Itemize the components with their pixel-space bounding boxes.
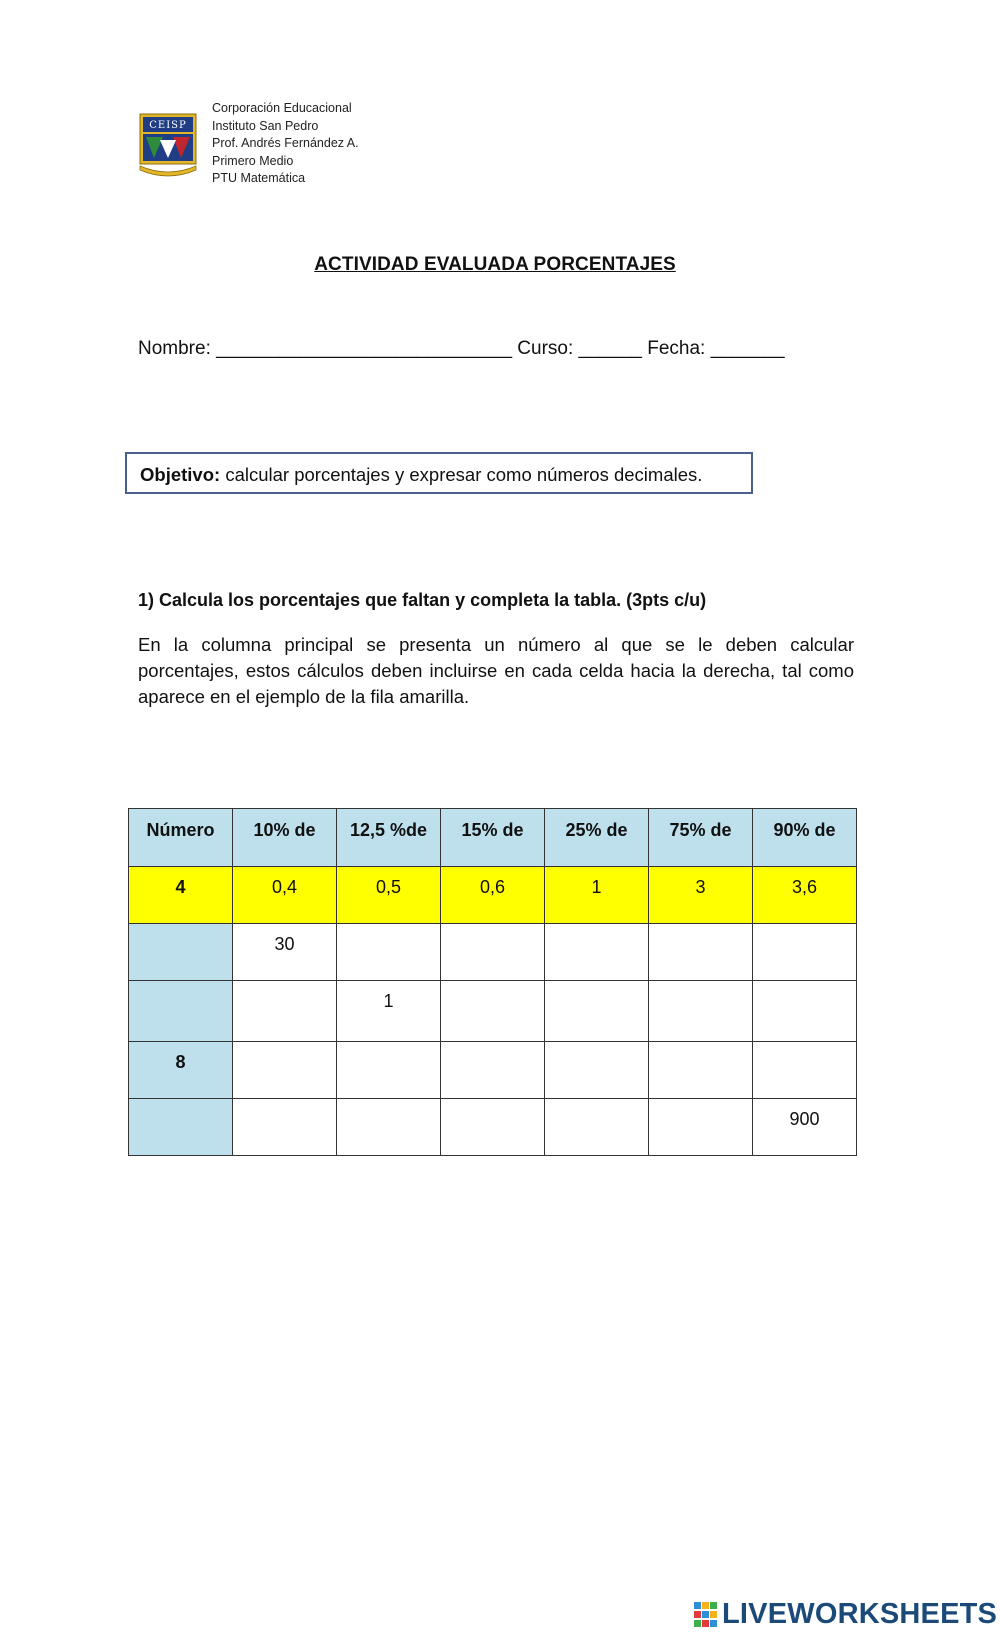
table-cell: 4 bbox=[129, 867, 233, 924]
school-logo bbox=[138, 112, 198, 182]
objective-label: Objetivo: bbox=[140, 464, 221, 485]
table-cell: 0,6 bbox=[441, 867, 545, 924]
percentage-table bbox=[128, 808, 857, 1156]
nombre-blank[interactable]: ____________________________ bbox=[216, 338, 513, 359]
table-cell-input[interactable] bbox=[337, 1099, 441, 1156]
nombre-label: Nombre: bbox=[138, 338, 211, 359]
header-line-teacher: Prof. Andrés Fernández A. bbox=[212, 136, 359, 150]
table-cell-input[interactable] bbox=[129, 981, 233, 1042]
table-cell-input[interactable] bbox=[337, 924, 441, 981]
table-cell-input[interactable] bbox=[441, 1099, 545, 1156]
header-line-grade: Primero Medio bbox=[212, 153, 294, 168]
table-row bbox=[129, 1042, 857, 1099]
brand-name: LIVEWORKSHEETS bbox=[722, 1598, 998, 1630]
table-cell-input[interactable] bbox=[545, 1042, 649, 1099]
table-cell: 1 bbox=[337, 981, 441, 1042]
fecha-label: Fecha: bbox=[647, 338, 706, 359]
table-cell-input[interactable] bbox=[649, 981, 753, 1042]
table-cell-input[interactable] bbox=[753, 981, 857, 1042]
table-cell-input[interactable] bbox=[649, 1099, 753, 1156]
header-12-5pct: 12,5 %de bbox=[337, 809, 441, 867]
table-cell-input[interactable] bbox=[649, 924, 753, 981]
table-cell-input[interactable] bbox=[233, 1042, 337, 1099]
table-cell: 8 bbox=[129, 1042, 233, 1099]
liveworksheets-logo-icon bbox=[694, 1602, 718, 1628]
table-cell: 0,4 bbox=[233, 867, 337, 924]
header-75pct: 75% de bbox=[649, 809, 753, 867]
question-description: En la columna principal se presenta un número al que se le deben calcular porcentajes, estos cálculos deben incluirse en cada celda hacia la derecha, tal como aparece en el ejemplo de la fila amarilla. bbox=[138, 634, 854, 707]
table-cell: 30 bbox=[233, 924, 337, 981]
table-cell-input[interactable] bbox=[337, 1042, 441, 1099]
table-cell-input[interactable] bbox=[129, 1099, 233, 1156]
student-info-fields bbox=[138, 338, 785, 360]
table-cell: 0,5 bbox=[337, 867, 441, 924]
question-title: 1) Calcula los porcentajes que faltan y completa la tabla. (3pts c/u) bbox=[138, 590, 707, 610]
table-cell-input[interactable] bbox=[441, 924, 545, 981]
table-cell-input[interactable] bbox=[441, 1042, 545, 1099]
header-25pct: 25% de bbox=[545, 809, 649, 867]
table-cell-input[interactable] bbox=[649, 1042, 753, 1099]
curso-blank[interactable]: ______ bbox=[578, 338, 642, 359]
table-cell-input[interactable] bbox=[441, 981, 545, 1042]
logo-lettering: CEISP bbox=[149, 120, 187, 131]
header-line-subject: PTU Matemática bbox=[212, 171, 306, 185]
table-cell: 1 bbox=[545, 867, 649, 924]
table-cell-input[interactable] bbox=[545, 924, 649, 981]
ceisp-crest-icon bbox=[138, 112, 198, 182]
table-row-example bbox=[129, 867, 857, 924]
header-numero: Número bbox=[129, 809, 233, 867]
table-cell-input[interactable] bbox=[233, 981, 337, 1042]
table-cell-input[interactable] bbox=[545, 981, 649, 1042]
table-cell-input[interactable] bbox=[753, 1042, 857, 1099]
school-header bbox=[212, 100, 359, 188]
table-cell: 3 bbox=[649, 867, 753, 924]
objective-box bbox=[125, 452, 753, 494]
header-10pct: 10% de bbox=[233, 809, 337, 867]
header-line-institute: Instituto San Pedro bbox=[212, 118, 319, 133]
table-cell-input[interactable] bbox=[233, 1099, 337, 1156]
table-cell-input[interactable] bbox=[129, 924, 233, 981]
table-row bbox=[129, 924, 857, 981]
fecha-blank[interactable]: _______ bbox=[710, 338, 785, 359]
header-90pct: 90% de bbox=[753, 809, 857, 867]
table-cell-input[interactable] bbox=[545, 1099, 649, 1156]
liveworksheets-brand bbox=[694, 1598, 997, 1631]
table-cell: 3,6 bbox=[753, 867, 857, 924]
table-header-row bbox=[129, 809, 857, 867]
table-cell-input[interactable] bbox=[753, 924, 857, 981]
page-title: ACTIVIDAD EVALUADA PORCENTAJES bbox=[314, 254, 676, 275]
objective-text: calcular porcentajes y expresar como números decimales. bbox=[225, 464, 703, 485]
curso-label: Curso: bbox=[517, 338, 574, 359]
header-15pct: 15% de bbox=[441, 809, 545, 867]
header-line-corporation: Corporación Educacional bbox=[212, 101, 352, 115]
table-cell: 900 bbox=[753, 1099, 857, 1156]
table-row bbox=[129, 1099, 857, 1156]
table-row bbox=[129, 981, 857, 1042]
